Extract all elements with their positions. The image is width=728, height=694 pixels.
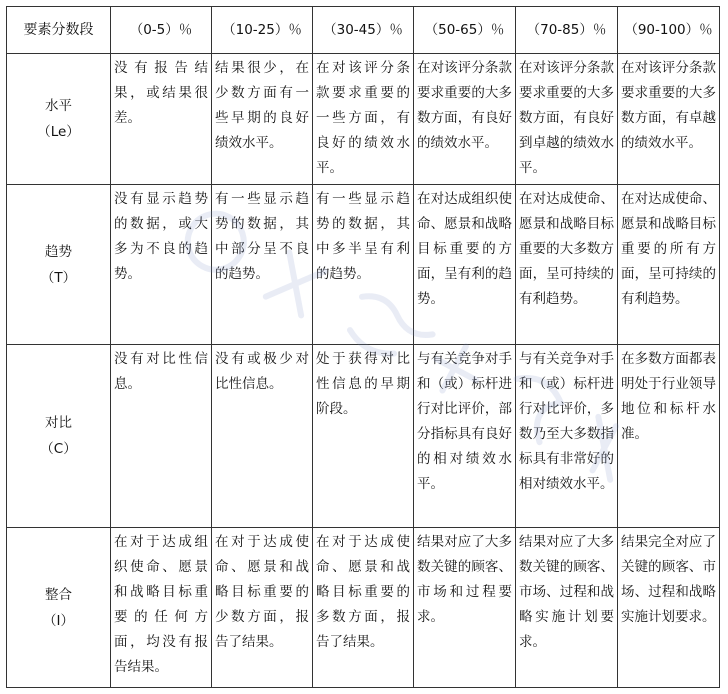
row-code: （T） — [40, 269, 77, 286]
row-code: （Le） — [37, 124, 80, 140]
cell-text: 结果对应了大多数关键的顾客、市场和过程要求。 — [417, 534, 512, 625]
cell-text: 没有报告结果，或结果很差。 — [114, 60, 208, 126]
cell-text: 与有关竞争对手和（或）标杆进行对比评价，多数乃至大多数指标具有非常好的相对绩效水平。 — [519, 351, 614, 492]
table-cell — [414, 185, 516, 345]
row-header-trend — [7, 185, 111, 345]
table-row-integration — [7, 528, 720, 688]
row-header-level — [7, 54, 111, 185]
cell-text: 没有显示趋势的数据，或大多为不良的趋势。 — [114, 191, 208, 282]
cell-text: 结果对应了大多数关键的顾客、市场、过程和战略实施计划要求。 — [519, 534, 614, 650]
table-cell — [516, 185, 618, 345]
cell-text: 有一些显示趋势的数据，其中部分呈不良的趋势。 — [215, 191, 309, 282]
table-cell — [618, 528, 720, 688]
cell-text: 没有对比性信息。 — [114, 351, 208, 392]
row-code: （I） — [43, 612, 74, 629]
cell-text: 处于获得对比性信息的早期阶段。 — [316, 351, 410, 417]
header-cell-segment: 要素分数段 — [7, 7, 111, 54]
header-cell-50-65: （50-65）％ — [414, 7, 516, 54]
table-cell — [516, 345, 618, 528]
row-name: 对比 — [45, 415, 72, 431]
table-cell — [212, 54, 313, 185]
table-cell — [111, 528, 212, 688]
table-cell — [313, 185, 414, 345]
table-cell — [313, 345, 414, 528]
table-cell — [212, 185, 313, 345]
header-cell-10-25: （10-25）％ — [212, 7, 313, 54]
table-cell — [212, 528, 313, 688]
cell-text: 在对该评分条款要求重要的大多数方面，有良好的绩效水平。 — [417, 60, 512, 151]
header-row — [7, 7, 720, 54]
row-code: （C） — [40, 441, 77, 457]
cell-text: 没有或极少对比性信息。 — [215, 351, 309, 392]
cell-text: 结果很少，在少数方面有一些早期的良好绩效水平。 — [215, 60, 309, 151]
row-name: 趋势 — [45, 243, 72, 260]
table-row-level — [7, 54, 720, 185]
cell-text: 在对达成使命、愿景和战略目标重要的所有方面，呈可持续的有利趋势。 — [621, 191, 716, 307]
table-cell — [516, 528, 618, 688]
cell-text: 在对该评分条款要求重要的大多数方面，有良好到卓越的绩效水平。 — [519, 60, 614, 176]
cell-text: 在对达成组织使命、愿景和战略目标重要的方面，呈有利的趋势。 — [417, 191, 512, 307]
row-name: 整合 — [45, 586, 72, 603]
table-cell — [618, 54, 720, 185]
table-row-trend — [7, 185, 720, 345]
table-row-comparison — [7, 345, 720, 528]
cell-text: 在对于达成使命、愿景和战略目标重要的多数方面，报告了结果。 — [316, 534, 410, 650]
cell-text: 在对于达成组织使命、愿景和战略目标重要的任何方面，均没有报告结果。 — [114, 534, 208, 675]
table-cell — [313, 528, 414, 688]
table-cell — [618, 185, 720, 345]
table-cell — [111, 345, 212, 528]
row-header-comparison — [7, 345, 111, 528]
table-cell — [414, 54, 516, 185]
table-cell — [414, 345, 516, 528]
table-cell — [212, 345, 313, 528]
table-cell — [111, 54, 212, 185]
cell-text: 在对该评分条款要求重要的一些方面，有良好的绩效水平。 — [316, 60, 410, 176]
row-name: 水平 — [45, 98, 72, 114]
cell-text: 在对该评分条款要求重要的大多数方面，有卓越的绩效水平。 — [621, 60, 716, 151]
table-cell — [516, 54, 618, 185]
header-cell-90-100: （90-100）％ — [618, 7, 720, 54]
scoring-table — [6, 6, 720, 688]
cell-text: 在对达成使命、愿景和战略目标重要的大多数方面，呈可持续的有利趋势。 — [519, 191, 614, 307]
table-cell — [313, 54, 414, 185]
cell-text: 结果完全对应了关键的顾客、市场、过程和战略实施计划要求。 — [621, 534, 716, 625]
table-cell — [414, 528, 516, 688]
cell-text: 在对于达成使命、愿景和战略目标重要的少数方面，报告了结果。 — [215, 534, 309, 650]
cell-text: 有一些显示趋势的数据，其中多半呈有利的趋势。 — [316, 191, 410, 282]
header-cell-70-85: （70-85）％ — [516, 7, 618, 54]
header-cell-0-5: （0-5）％ — [111, 7, 212, 54]
table-cell — [111, 185, 212, 345]
cell-text: 在多数方面都表明处于行业领导地位和标杆水准。 — [621, 351, 716, 442]
cell-text: 与有关竞争对手和（或）标杆进行对比评价，部分指标具有良好的相对绩效水平。 — [417, 351, 512, 492]
table-cell — [618, 345, 720, 528]
row-header-integration — [7, 528, 111, 688]
header-cell-30-45: （30-45）％ — [313, 7, 414, 54]
